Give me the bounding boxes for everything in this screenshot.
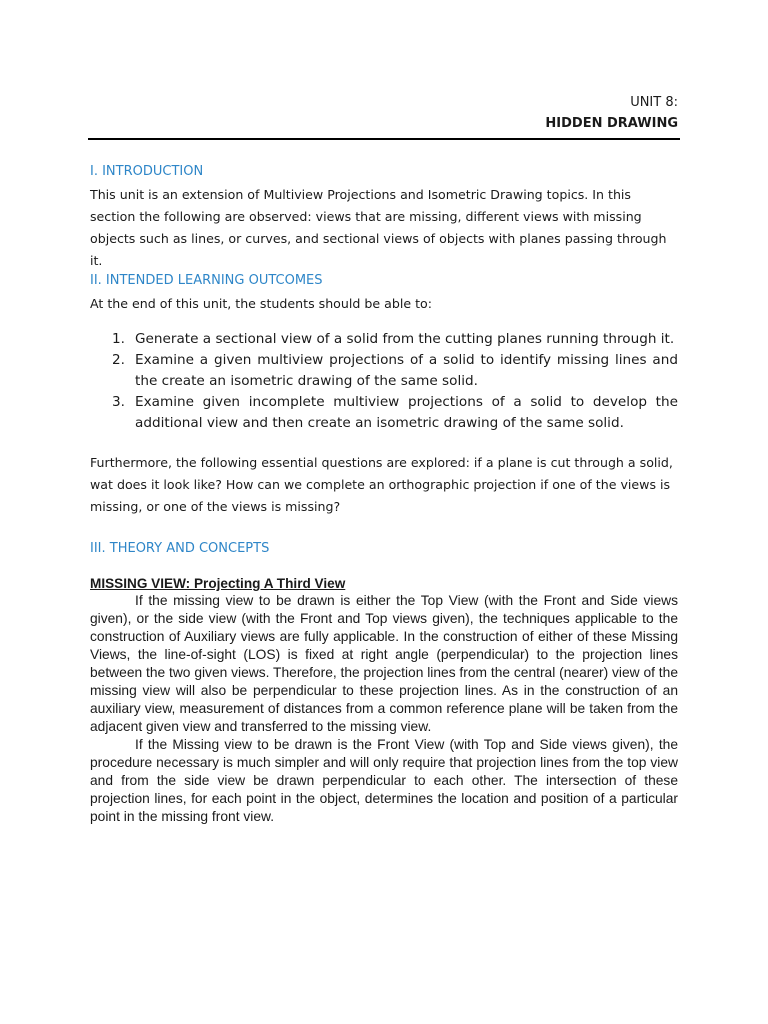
introduction-paragraph: This unit is an extension of Multiview Projections and Isometric Drawing topics. In this section the following are observed: views that are missing, different views with missing objects such as lines, or curves, and sectional views of objects with planes passing through it. <box>90 187 667 268</box>
outcome-number: 2. <box>112 352 125 368</box>
essential-questions-paragraph: Furthermore, the following essential questions are explored: if a plane is cut through a solid, wat does it look like? How can we complete an orthographic projection if one of the views is missing, or one of the views is missing? <box>90 455 673 514</box>
body-paragraph: If the missing view to be drawn is either the Top View (with the Front and Side views given), or the side view (with the Front and Top views given), the techniques applicable to the construction of Auxiliary views are fully applicable. In the construction of either of these Missing Views, the line-of-sight (LOS) is fixed at right angle (perpendicular) to the projection lines between the two given views. Therefore, the projection lines from the central (nearer) view of the missing view will also be perpendicular to these projection lines. As in the construction of an auxiliary view, measurement of distances from a common reference plane will be taken from the adjacent given view and transferred to the missing view. <box>90 593 678 734</box>
document-page <box>90 0 678 1024</box>
section-body <box>90 592 678 826</box>
outcome-text: Examine a given multiview projections of a solid to identify missing lines and the create an isometric drawing of the same solid. <box>135 352 678 389</box>
introduction-heading: I. INTRODUCTION <box>90 164 204 179</box>
section-title: MISSING VIEW: Projecting A Third View <box>90 576 346 591</box>
outcome-text: Examine given incomplete multiview projections of a solid to develop the additional view and then create an isometric drawing of the same solid. <box>135 394 678 431</box>
unit-number: UNIT 8: <box>630 95 678 110</box>
outcomes-lead: At the end of this unit, the students should be able to: <box>90 296 432 311</box>
outcome-number: 1. <box>112 331 125 347</box>
outcome-item <box>90 329 678 350</box>
outcome-text: Generate a sectional view of a solid from the cutting planes running through it. <box>135 331 675 347</box>
outcome-item <box>90 350 678 392</box>
outcome-item <box>90 392 678 434</box>
outcomes-list <box>90 329 678 434</box>
header-rule <box>88 138 680 140</box>
theory-heading: III. THEORY AND CONCEPTS <box>90 541 270 556</box>
outcomes-heading: II. INTENDED LEARNING OUTCOMES <box>90 273 323 288</box>
body-paragraph: If the Missing view to be drawn is the Front View (with Top and Side views given), the procedure necessary is much simpler and will only require that projection lines from the top view and from the side view be drawn perpendicular to each other. The intersection of these projection lines, for each point in the object, determines the location and position of a particular point in the missing front view. <box>90 737 678 824</box>
outcome-number: 3. <box>112 394 125 410</box>
unit-title: HIDDEN DRAWING <box>545 116 678 131</box>
